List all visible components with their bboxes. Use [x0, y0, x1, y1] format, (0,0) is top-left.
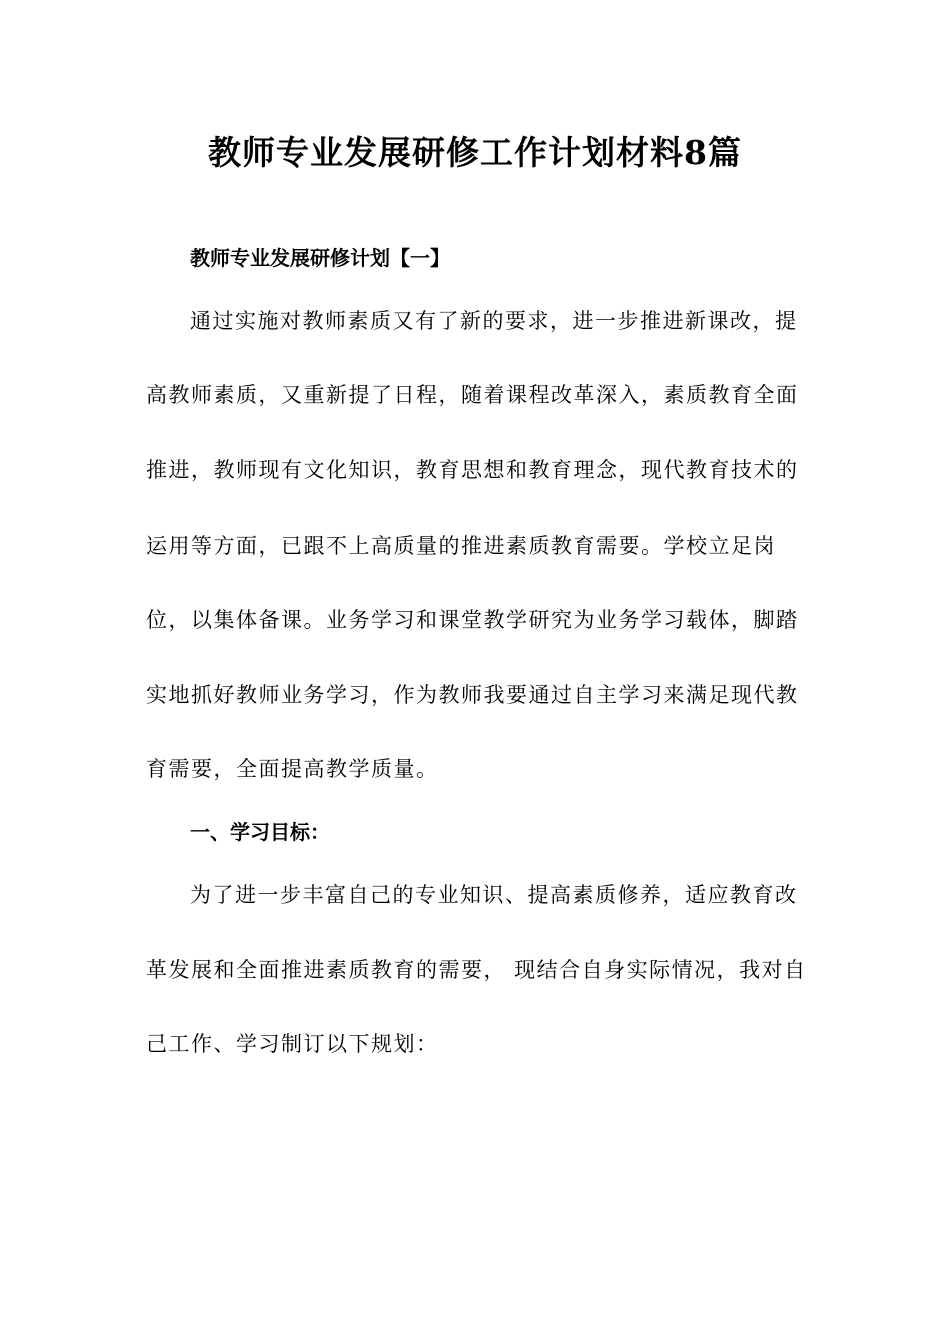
paragraph-1-line-1: 通过实施对教师素质又有了新的要求，进一步推进新课改，提	[190, 309, 798, 333]
paragraph-2-line-1: 为了进一步丰富自己的专业知识、提高素质修养，适应教育改	[190, 883, 798, 907]
paragraph-1-line-3: 推进，教师现有文化知识，教育思想和教育理念，现代教育技术的	[146, 458, 799, 482]
paragraph-2-line-3: 己工作、学习制订以下规划：	[146, 1032, 439, 1056]
paragraph-1-line-4: 运用等方面，已跟不上高质量的推进素质教育需要。学校立足岗	[146, 534, 776, 558]
paragraph-1-line-7: 育需要，全面提高教学质量。	[146, 757, 439, 781]
section-heading: 教师专业发展研修计划【一】	[190, 246, 450, 270]
paragraph-1-line-2: 高教师素质，又重新提了日程，随着课程改革深入，素质教育全面	[146, 383, 799, 407]
paragraph-1-line-5: 位，以集体备课。业务学习和课堂教学研究为业务学习载体，脚踏	[146, 608, 799, 632]
subheading-learning-goals: 一、学习目标：	[190, 820, 330, 844]
paragraph-2-line-2: 革发展和全面推进素质教育的需要， 现结合自身实际情况，我对自	[146, 958, 807, 982]
paragraph-1-line-6: 实地抓好教师业务学习，作为教师我要通过自主学习来满足现代教	[146, 683, 799, 707]
document-title: 教师专业发展研修工作计划材料8篇	[208, 133, 742, 172]
